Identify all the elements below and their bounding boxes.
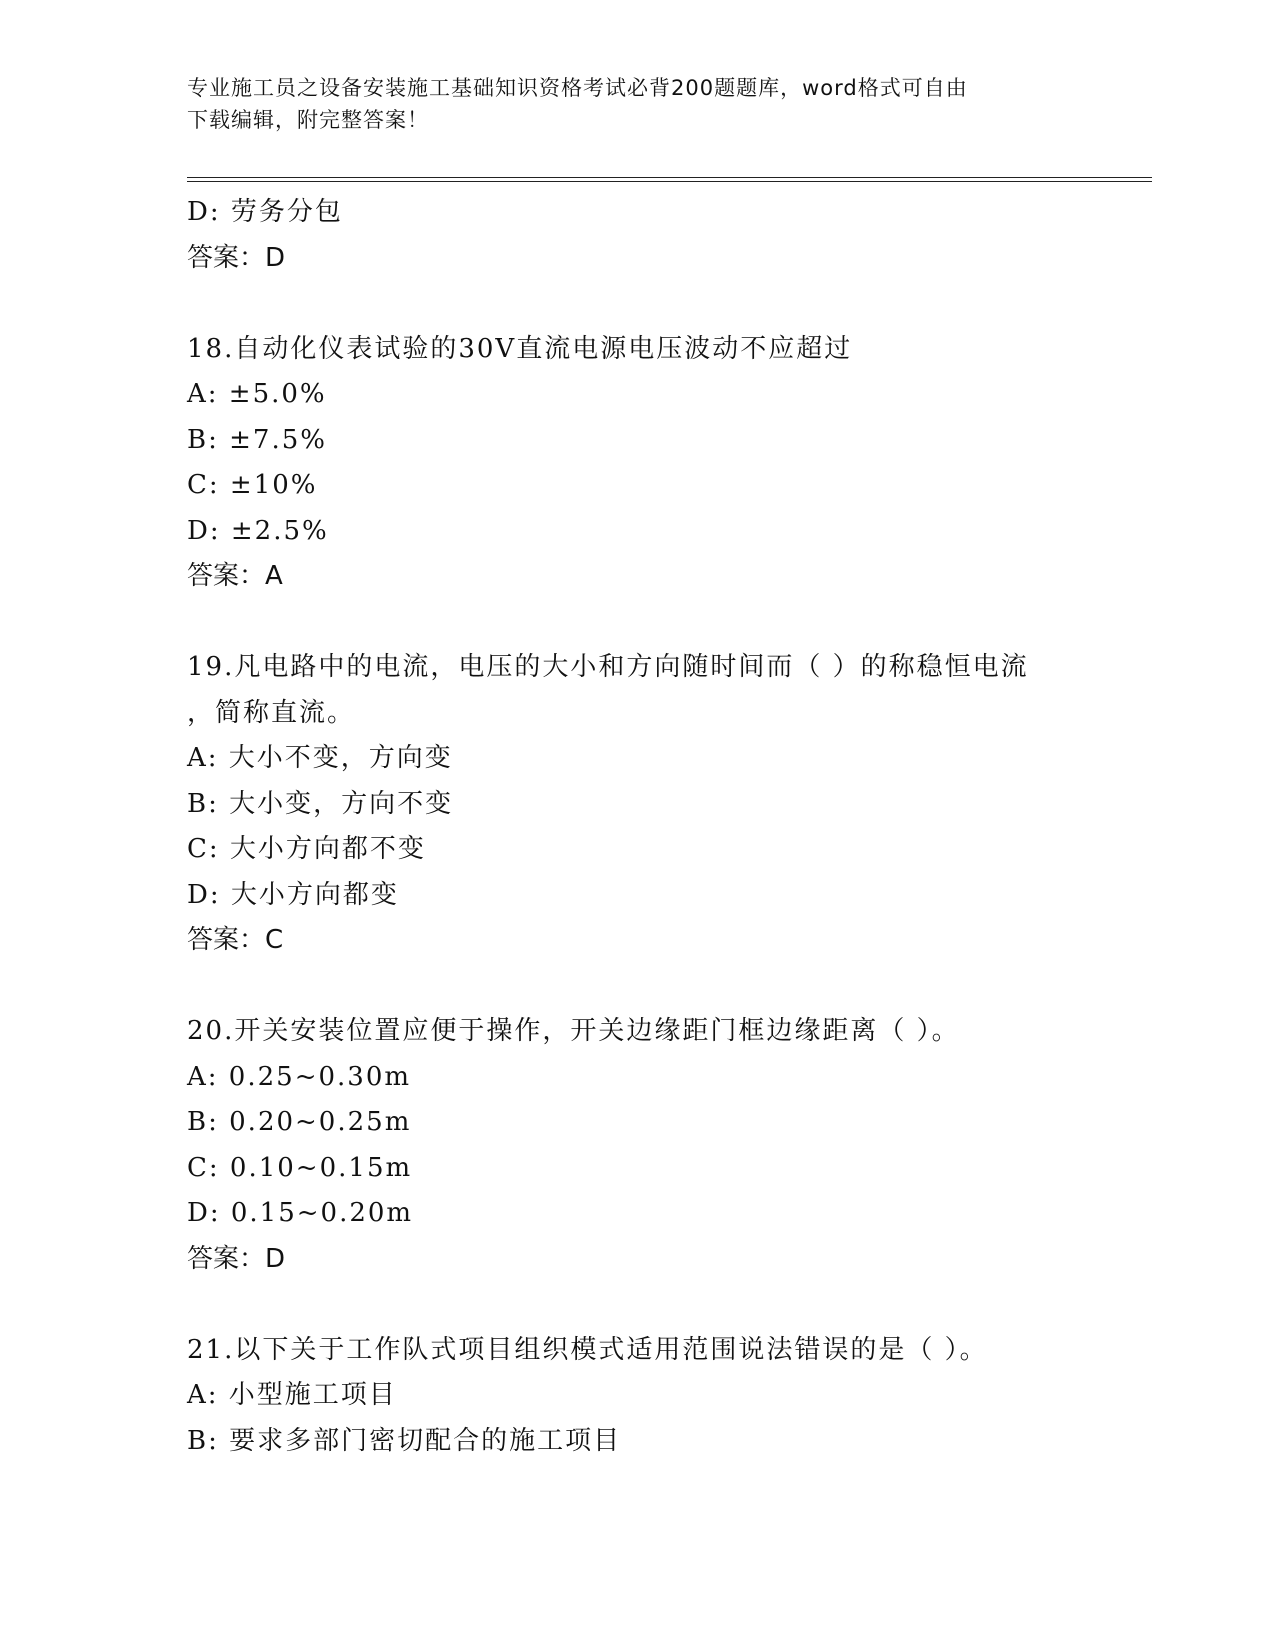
question-20 xyxy=(187,1009,1127,1282)
question-stem: 20.开关安装位置应便于操作，开关边缘距门框边缘距离（ ）。 xyxy=(187,1016,960,1046)
header-line-2: 下载编辑，附完整答案！ xyxy=(187,108,429,132)
option-c: C: 0.10~0.15m xyxy=(187,1152,413,1183)
option-a: A: ±5.0% xyxy=(187,379,327,409)
spacer xyxy=(187,1282,1127,1328)
header-rule-top xyxy=(187,177,1152,178)
answer-line: 答案：D xyxy=(187,1243,286,1274)
previous-question-tail xyxy=(187,190,1127,281)
option-a: A: 小型施工项目 xyxy=(187,1380,397,1410)
option-d: D: ±2.5% xyxy=(187,515,329,546)
question-stem: 18.自动化仪表试验的30V直流电源电压波动不应超过 xyxy=(187,333,853,364)
option-a: A: 大小不变，方向变 xyxy=(187,743,453,773)
spacer xyxy=(187,600,1127,646)
option-d: D: 劳务分包 xyxy=(187,197,343,227)
question-stem: 21.以下关于工作队式项目组织模式适用范围说法错误的是（ ）。 xyxy=(187,1334,988,1365)
option-d: D: 0.15~0.20m xyxy=(187,1198,414,1228)
spacer xyxy=(187,281,1127,327)
spacer xyxy=(187,964,1127,1010)
option-a: A: 0.25~0.30m xyxy=(187,1061,412,1092)
option-b: B: 要求多部门密切配合的施工项目 xyxy=(187,1425,622,1456)
answer-line: 答案：C xyxy=(187,925,284,955)
answer-line: 答案：A xyxy=(187,561,283,591)
option-c: C: 大小方向都不变 xyxy=(187,834,426,864)
option-b: B: ±7.5% xyxy=(187,424,327,455)
question-content xyxy=(187,190,1127,1464)
answer-line: 答案：D xyxy=(187,242,286,273)
question-stem-continued: ，简称直流。 xyxy=(187,697,356,728)
header-rule-bottom xyxy=(187,181,1152,182)
option-b: B: 0.20~0.25m xyxy=(187,1107,412,1137)
page-header xyxy=(187,72,1067,136)
option-b: B: 大小变，方向不变 xyxy=(187,788,454,819)
question-18 xyxy=(187,327,1127,600)
question-19 xyxy=(187,645,1127,964)
option-c: C: ±10% xyxy=(187,470,318,500)
question-21 xyxy=(187,1328,1127,1465)
option-d: D: 大小方向都变 xyxy=(187,879,399,910)
header-line-1: 专业施工员之设备安装施工基础知识资格考试必背200题题库，word格式可自由 xyxy=(187,76,968,100)
question-stem: 19.凡电路中的电流，电压的大小和方向随时间而（ ）的称稳恒电流 xyxy=(187,652,1029,682)
